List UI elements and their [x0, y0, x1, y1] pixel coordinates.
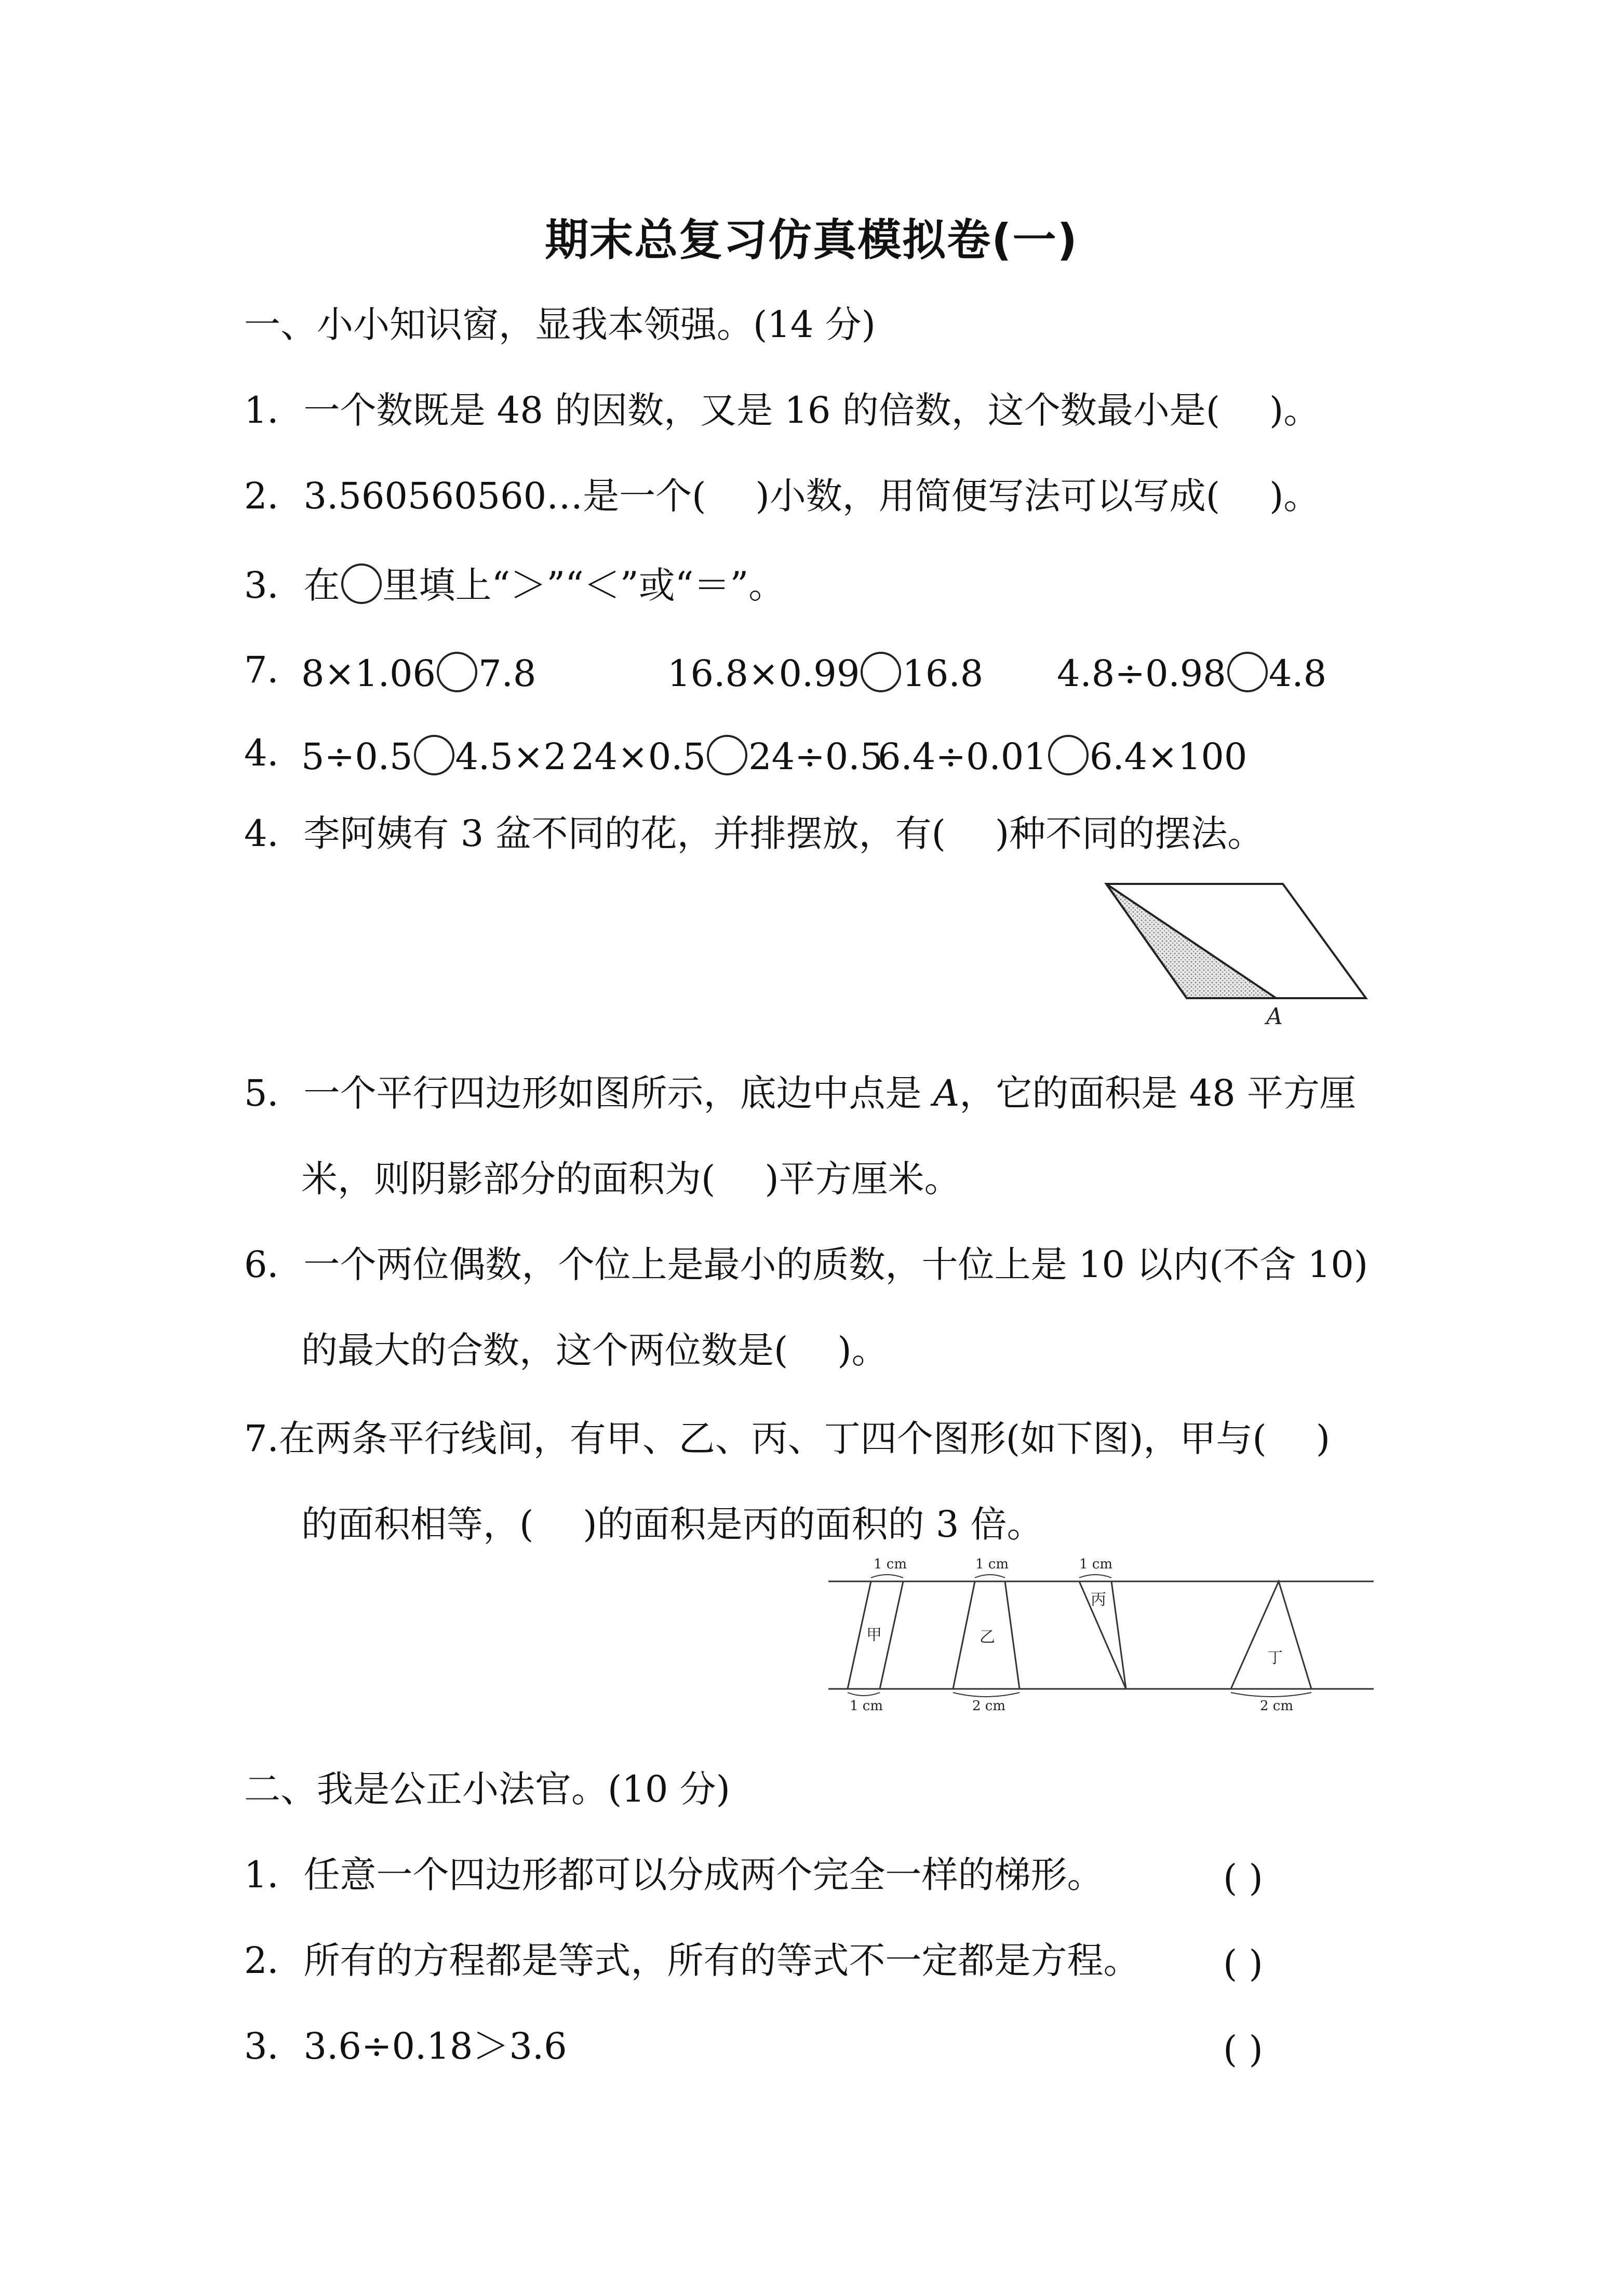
- question-1: [244, 389, 1320, 432]
- point-a-label: A: [1266, 1003, 1283, 1030]
- question-text: 的面积相等，(: [301, 1503, 534, 1546]
- compare-item: [667, 652, 984, 695]
- compare-circle[interactable]: [1048, 735, 1089, 775]
- question-3: [244, 563, 785, 607]
- question-text-end: )。: [1269, 475, 1320, 517]
- compare-circle[interactable]: [707, 735, 747, 775]
- question-number: 2．: [244, 1939, 304, 1982]
- parallel-shapes-figure: [826, 1553, 1376, 1714]
- question-text-end: ): [1316, 1417, 1331, 1460]
- statement-text: 任意一个四边形都可以分成两个完全一样的梯形。: [303, 1854, 1104, 1896]
- question-text-end: )种不同的摆法。: [995, 812, 1264, 855]
- compare-circle[interactable]: [437, 652, 477, 692]
- statement-text: 3.6÷0.18＞3.6: [303, 2025, 567, 2067]
- judge-item-1: [244, 1854, 1104, 1896]
- question-text: 在: [303, 564, 340, 607]
- question-6-line-1: [244, 1243, 1369, 1286]
- question-number: 2．: [244, 475, 304, 517]
- question-7-line-2: [301, 1503, 1043, 1546]
- compare-right: 4.8: [1268, 652, 1327, 695]
- answer-parentheses[interactable]: ( ): [1223, 1857, 1263, 1899]
- question-text: 米，则阴影部分的面积为(: [301, 1158, 716, 1200]
- row-number: 4．: [244, 732, 304, 774]
- compare-item: [301, 652, 536, 695]
- question-2: [244, 475, 1320, 517]
- question-6-line-2: [301, 1329, 888, 1372]
- statement-text: 所有的方程都是等式，所有的等式不一定都是方程。: [303, 1939, 1140, 1982]
- top-label: 1 cm: [1079, 1556, 1113, 1572]
- compare-item: [301, 735, 567, 778]
- brace-icon: [848, 1693, 880, 1696]
- compare-right: 16.8: [902, 652, 984, 695]
- question-text: 李阿姨有 3 盆不同的花，并排摆放，有(: [303, 812, 946, 855]
- bottom-label: 2 cm: [1260, 1698, 1294, 1714]
- answer-parentheses[interactable]: ( ): [1223, 2028, 1263, 2071]
- bottom-label: 1 cm: [850, 1698, 883, 1714]
- compare-left: 16.8×0.99: [667, 652, 860, 695]
- compare-left: 6.4÷0.01: [878, 735, 1047, 778]
- compare-right: 6.4×100: [1089, 735, 1248, 778]
- question-number: 3．: [244, 2025, 304, 2067]
- brace-icon: [953, 1693, 1020, 1697]
- compare-item: [878, 735, 1248, 778]
- page-title: 期末总复习仿真模拟卷(一): [545, 214, 1078, 265]
- section1-heading: 一、小小知识窗，显我本领强。(14 分): [244, 303, 876, 346]
- question-text-end: )平方厘米。: [764, 1158, 961, 1200]
- parallelogram-figure: [1091, 878, 1381, 1033]
- question-text-end: )。: [837, 1329, 888, 1372]
- compare-row-1: [244, 649, 304, 691]
- question-number: 3．: [244, 564, 304, 607]
- top-label: 1 cm: [874, 1556, 907, 1572]
- question-number: 7.: [244, 1417, 279, 1460]
- brace-icon: [975, 1575, 1005, 1578]
- question-text: 的最大的合数，这个两位数是(: [301, 1329, 788, 1372]
- compare-item: [571, 735, 883, 778]
- question-text-end: )的面积是丙的面积的 3 倍。: [583, 1503, 1043, 1546]
- brace-icon: [871, 1575, 903, 1578]
- question-text: 一个平行四边形如图所示，底边中点是: [303, 1072, 933, 1115]
- question-text-end: 里填上“＞”“＜”或“＝”。: [382, 564, 785, 607]
- question-5-line-2: [301, 1158, 961, 1200]
- question-text-cont: ，它的面积是 48 平方厘: [959, 1072, 1356, 1115]
- compare-left: 5÷0.5: [301, 735, 413, 778]
- shape-label-jia: 甲: [866, 1626, 882, 1644]
- answer-parentheses[interactable]: ( ): [1223, 1942, 1263, 1985]
- point-label: A: [933, 1072, 960, 1115]
- judge-item-3: [244, 2025, 567, 2067]
- compare-circle[interactable]: [414, 735, 454, 775]
- question-text-middle: )小数，用简便写法可以写成(: [755, 475, 1220, 517]
- compare-item: [1057, 652, 1327, 695]
- question-4: [244, 812, 1264, 855]
- compare-circle[interactable]: [1227, 652, 1268, 692]
- section2-heading: 二、我是公正小法官。(10 分): [244, 1768, 730, 1810]
- question-text: 一个两位偶数，个位上是最小的质数，十位上是 10 以内(不含 10): [303, 1243, 1369, 1286]
- question-number: 6．: [244, 1243, 304, 1286]
- judge-item-2: [244, 1939, 1140, 1982]
- compare-right: 7.8: [478, 652, 536, 695]
- compare-row-2: [244, 732, 304, 774]
- question-7-line-1: [244, 1417, 1331, 1460]
- brace-icon: [1231, 1693, 1311, 1697]
- shape-ding: [1231, 1581, 1311, 1689]
- compare-right: 4.5×2: [455, 735, 567, 778]
- question-number: 4．: [244, 812, 304, 855]
- question-text: 在两条平行线间，有甲、乙、丙、丁四个图形(如下图)，甲与(: [278, 1417, 1267, 1460]
- shape-label-bing: 丙: [1091, 1591, 1106, 1609]
- compare-circle[interactable]: [861, 652, 901, 692]
- question-number: 1．: [244, 389, 304, 432]
- question-5-line-1: [244, 1072, 1356, 1115]
- row-number: 7．: [244, 649, 304, 691]
- compare-left: 8×1.06: [301, 652, 436, 695]
- compare-left: 24×0.5: [571, 735, 706, 778]
- compare-left: 4.8÷0.98: [1057, 652, 1226, 695]
- compare-right: 24÷0.5: [748, 735, 883, 778]
- shape-label-ding: 丁: [1267, 1649, 1283, 1667]
- compare-circle-icon: [341, 563, 382, 604]
- top-label: 1 cm: [975, 1556, 1009, 1572]
- shaded-triangle: [1106, 884, 1276, 998]
- question-text-end: )。: [1269, 389, 1320, 432]
- question-text: 一个数既是 48 的因数，又是 16 的倍数，这个数最小是(: [303, 389, 1220, 432]
- shape-label-yi: 乙: [980, 1628, 995, 1646]
- question-text: 3.560560560…是一个(: [303, 475, 706, 517]
- brace-icon: [1079, 1575, 1111, 1578]
- question-number: 5．: [244, 1072, 304, 1115]
- bottom-label: 2 cm: [972, 1698, 1006, 1714]
- question-number: 1．: [244, 1854, 304, 1896]
